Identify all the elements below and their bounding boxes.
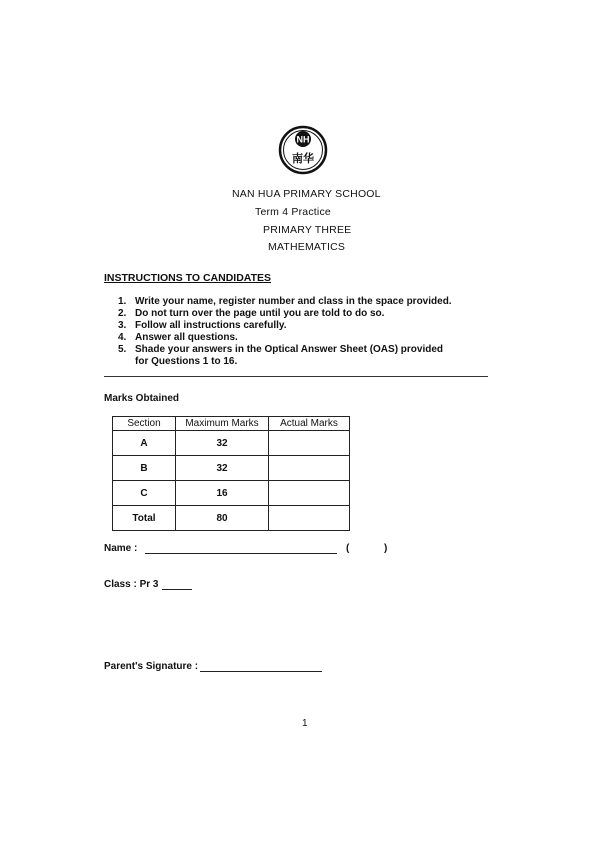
instructions-list	[118, 296, 452, 368]
instruction-text: Write your name, register number and class in the space provided.	[135, 296, 452, 307]
marks-table	[112, 416, 350, 531]
table-row	[113, 506, 350, 531]
instruction-item	[118, 308, 452, 320]
school-name: NAN HUA PRIMARY SCHOOL	[232, 188, 381, 200]
section-cell: C	[113, 481, 176, 506]
max-marks-cell: 16	[176, 481, 269, 506]
school-logo	[278, 125, 328, 175]
section-cell: Total	[113, 506, 176, 531]
header-actual-marks: Actual Marks	[269, 417, 350, 431]
instruction-number: 2.	[118, 308, 127, 319]
page-number: 1	[302, 718, 308, 729]
marks-obtained-label: Marks Obtained	[104, 393, 180, 404]
instruction-text: Shade your answers in the Optical Answer Sheet (OAS) provided for Questions 1 to 16.	[135, 344, 444, 367]
instruction-number: 3.	[118, 320, 127, 331]
parent-signature-line[interactable]	[200, 671, 322, 672]
instruction-item	[118, 320, 452, 332]
section-cell: A	[113, 431, 176, 456]
table-row	[113, 431, 350, 456]
name-label: Name :	[104, 543, 138, 554]
instruction-text: Do not turn over the page until you are told to do so.	[135, 308, 385, 319]
logo-chinese: 南华	[292, 152, 314, 165]
instructions-title: INSTRUCTIONS TO CANDIDATES	[104, 272, 272, 284]
class-label: Class : Pr 3	[104, 579, 159, 590]
parent-signature-label: Parent's Signature :	[104, 661, 199, 672]
actual-marks-cell[interactable]	[269, 431, 350, 456]
max-marks-cell: 80	[176, 506, 269, 531]
actual-marks-cell[interactable]	[269, 456, 350, 481]
instruction-item	[118, 344, 452, 368]
instruction-number: 4.	[118, 332, 127, 343]
instruction-item	[118, 296, 452, 308]
actual-marks-cell[interactable]	[269, 481, 350, 506]
section-cell: B	[113, 456, 176, 481]
exam-subject: MATHEMATICS	[268, 241, 346, 253]
exam-level: PRIMARY THREE	[263, 224, 352, 236]
table-row	[113, 481, 350, 506]
instruction-text: Answer all questions.	[135, 332, 238, 343]
instruction-item	[118, 332, 452, 344]
header-section: Section	[113, 417, 176, 431]
name-input-line[interactable]	[145, 553, 337, 554]
table-header-row	[113, 417, 350, 431]
instruction-number: 5.	[118, 344, 127, 355]
instruction-text: Follow all instructions carefully.	[135, 320, 287, 331]
actual-marks-cell[interactable]	[269, 506, 350, 531]
register-number-open-paren: (	[346, 543, 350, 554]
table-row	[113, 456, 350, 481]
logo-initials: NH	[296, 134, 310, 145]
max-marks-cell: 32	[176, 431, 269, 456]
class-input-line[interactable]	[162, 589, 192, 590]
section-divider	[104, 376, 488, 377]
max-marks-cell: 32	[176, 456, 269, 481]
header-maximum-marks: Maximum Marks	[176, 417, 269, 431]
exam-term: Term 4 Practice	[255, 206, 331, 218]
register-number-close-paren: )	[384, 543, 388, 554]
instruction-number: 1.	[118, 296, 127, 307]
